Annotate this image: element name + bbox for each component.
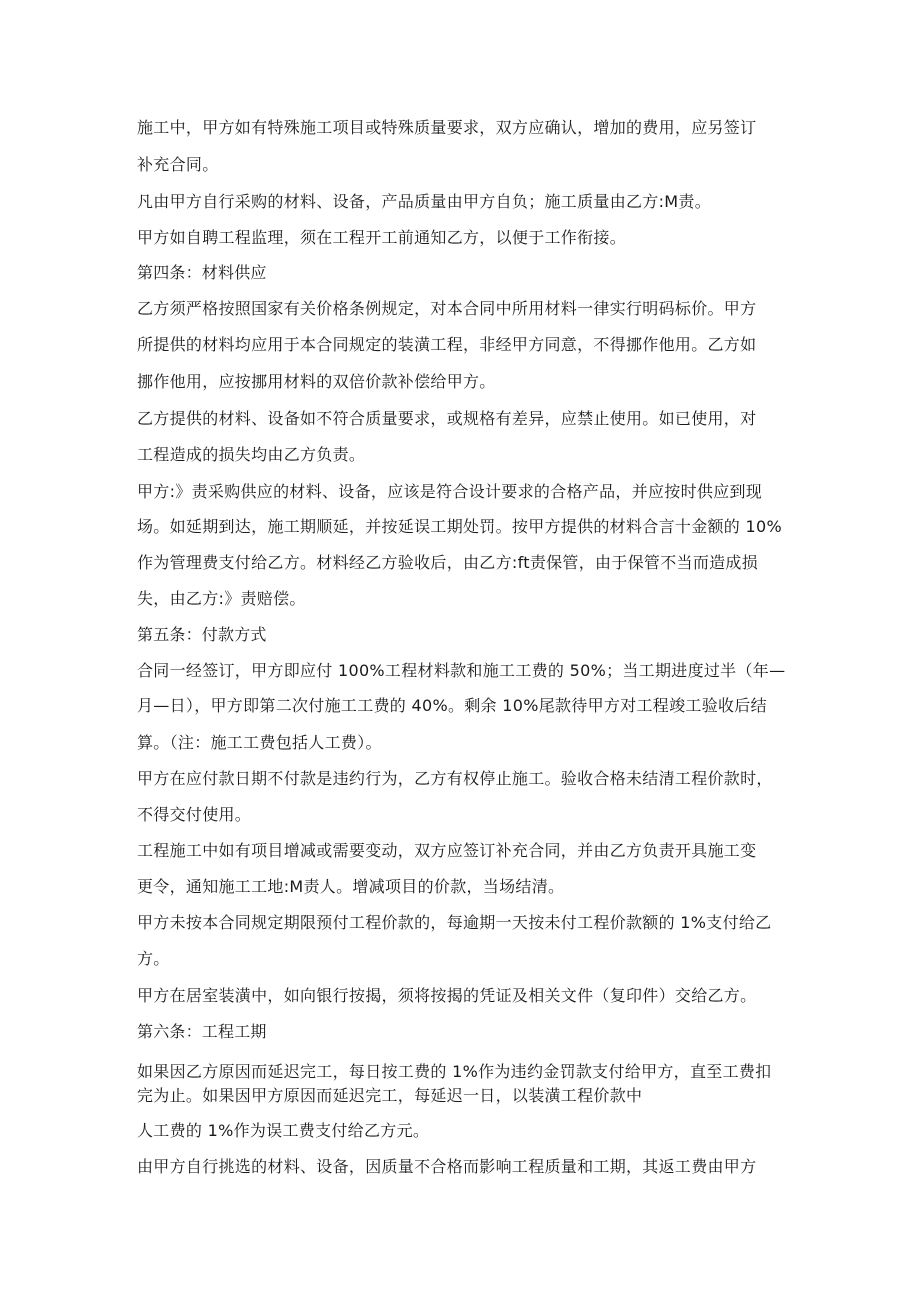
paragraph-line: 甲方在居室装潢中，如向银行按揭，须将按揭的凭证及相关文件（复印件）交给乙方。 [137,986,757,1005]
section-heading: 第五条：付款方式 [137,625,267,644]
section-heading: 第六条：工程工期 [137,1022,267,1041]
paragraph-line: 甲方未按本合同规定期限预付工程价款的，每逾期一天按未付工程价款额的 1%支付给乙 [137,913,772,932]
paragraph-line: 凡由甲方自行采购的材料、设备，产品质量由甲方自负；施工质量由乙方:M责。 [137,192,711,211]
paragraph-line: 场。如延期到达，施工期顺延，并按延误工期处罚。按甲方提供的材料合言十金额的 10% [137,517,782,536]
paragraph-line: 如果因乙方原因而延迟完工，每日按工费的 1%作为违约金罚款支付给甲方，直至工费扣 [137,1062,772,1081]
paragraph-line: 甲方在应付款日期不付款是违约行为，乙方有权停止施工。验收合格未结清工程价款时， [137,769,773,788]
paragraph-line: 方。 [137,949,170,968]
paragraph-line: 乙方提供的材料、设备如不符合质量要求，或规格有差异，应禁止使用。如已使用，对 [137,409,757,428]
paragraph-line: 人工费的 1%作为误工费支付给乙方元。 [137,1121,430,1140]
paragraph-line: 失，由乙方:》责赔偿。 [137,589,306,608]
paragraph-line: 不得交付使用。 [137,805,252,824]
paragraph-line: 所提供的材料均应用于本合同规定的装潢工程，非经甲方同意，不得挪作他用。乙方如 [137,335,757,354]
paragraph-line: 由甲方自行挑选的材料、设备，因质量不合格而影响工程质量和工期，其返工费由甲方 [137,1157,757,1176]
paragraph-line: 补充合同。 [137,155,219,174]
paragraph-line: 合同一经签订，甲方即应付 100%工程材料款和施工工费的 50%；当工期进度过半（年— [137,661,786,680]
paragraph-line: 甲方:》责采购供应的材料、设备，应该是符合设计要求的合格产品，并应按时供应到现 [137,482,763,501]
paragraph-line: 月—日），甲方即第二次付施工工费的 40%。剩余 10%尾款待甲方对工程竣工验收后结 [137,696,767,715]
section-heading: 第四条：材料供应 [137,263,267,282]
paragraph-line: 算。（注：施工工费包括人工费）。 [137,733,382,752]
paragraph-line: 挪作他用，应按挪用材料的双倍价款补偿给甲方。 [137,372,496,391]
paragraph-line: 工程造成的损失均由乙方负责。 [137,445,366,464]
paragraph-line: 工程施工中如有项目增减或需要变动，双方应签订补充合同，并由乙方负责开具施工变 [137,841,757,860]
paragraph-line: 施工中，甲方如有特殊施工项目或特殊质量要求，双方应确认，增加的费用，应另签订 [137,118,757,137]
paragraph-line: 完为止。如果因甲方原因而延迟完工，每延迟一日，以装潢工程价款中 [137,1086,643,1105]
paragraph-line: 更令，通知施工工地:M责人。增减项目的价款，当场结清。 [137,877,565,896]
paragraph-line: 甲方如自聘工程监理，须在工程开工前通知乙方，以便于工作衔接。 [137,228,627,247]
paragraph-line: 作为管理费支付给乙方。材料经乙方验收后，由乙方:ft责保管，由于保管不当而造成损 [137,553,759,572]
paragraph-line: 乙方须严格按照国家有关价格条例规定，对本合同中所用材料一律实行明码标价。甲方 [137,299,757,318]
